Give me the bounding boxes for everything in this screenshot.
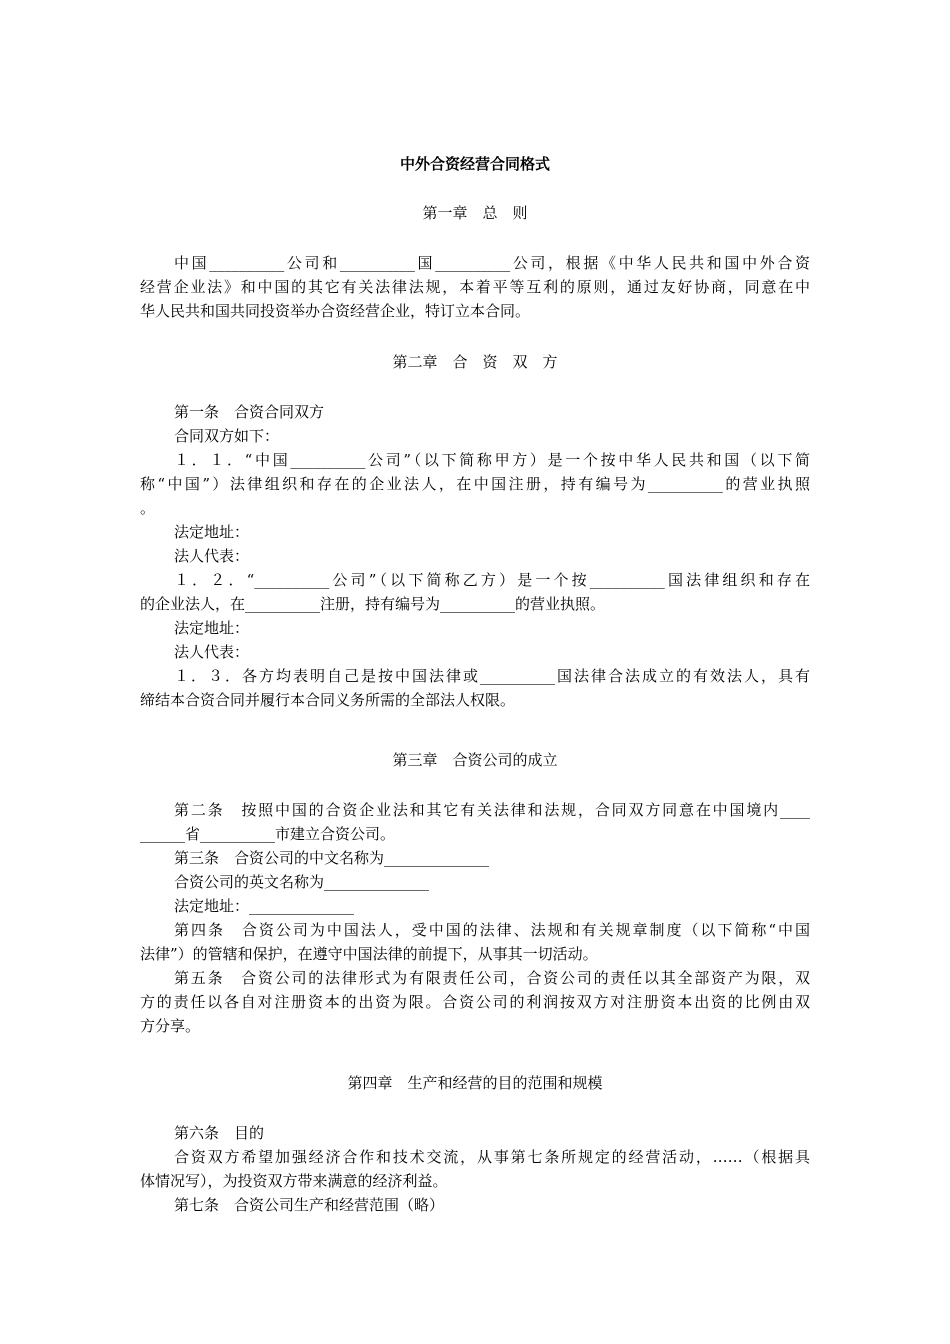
- paragraph-line: 法定地址：______________: [174, 897, 355, 915]
- article-heading: 第七条 合资公司生产和经营范围（略）: [174, 1196, 445, 1214]
- paragraph-line: １．２．“__________公司”（以下简称乙方）是一个按__________国法律组织和存在: [174, 571, 810, 589]
- paragraph-line: 体情况写），为投资双方带来满意的经济利益。: [140, 1172, 448, 1190]
- paragraph-line: 。: [140, 499, 156, 517]
- paragraph-line: 经营企业法》和中国的其它有关法律法规，本着平等互利的原则，通过友好协商，同意在中: [140, 278, 810, 296]
- paragraph-line: 的企业法人，在__________注册，持有编号为__________的营业执照。: [140, 595, 606, 613]
- chapter-1-heading: 第一章 总 则: [422, 204, 528, 222]
- paragraph-line: 第四条 合资公司为中国法人，受中国的法律、法规和有关规章制度（以下简称“中国: [174, 921, 810, 939]
- paragraph-line: 法人代表：: [174, 547, 250, 565]
- paragraph-line: 方分享。: [140, 1017, 201, 1035]
- paragraph-line: 合同双方如下：: [174, 427, 280, 445]
- paragraph-line: 称“中国”）法律组织和存在的企业法人，在中国注册，持有编号为__________的营业执照: [140, 475, 810, 493]
- paragraph-line: 方的责任以各自对注册资本的出资为限。合资公司的利润按双方对注册资本出资的比例由双: [140, 993, 810, 1011]
- paragraph-line: １．１．“中国__________公司”（以下简称甲方）是一个按中华人民共和国（以下简: [174, 451, 810, 469]
- paragraph-line: 法人代表：: [174, 643, 250, 661]
- chapter-3-heading: 第三章 合资公司的成立: [392, 751, 558, 769]
- paragraph-line: 合资公司的英文名称为______________: [174, 873, 430, 891]
- paragraph-line: １．３．各方均表明自己是按中国法律或__________国法律合法成立的有效法人，具有: [174, 667, 810, 685]
- chapter-1-body: [140, 251, 810, 323]
- paragraph-line: 缔结本合资合同并履行本合同义务所需的全部法人权限。: [140, 691, 516, 709]
- paragraph-line: 第三条 合资公司的中文名称为______________: [174, 849, 490, 867]
- chapter-2-body: [140, 400, 810, 712]
- paragraph-line: 法定地址：: [174, 619, 250, 637]
- paragraph-line: 法定地址：: [174, 523, 250, 541]
- paragraph-line: 第五条 合资公司的法律形式为有限责任公司，合资公司的责任以其全部资产为限，双: [174, 969, 810, 987]
- article-heading: 第六条 目的: [174, 1124, 265, 1142]
- article-heading: 第一条 合资合同双方: [174, 403, 325, 421]
- chapter-4-heading: 第四章 生产和经营的目的范围和规模: [347, 1074, 603, 1092]
- chapter-2-heading: 第二章 合 资 双 方: [392, 353, 558, 371]
- paragraph-line: 法律”）的管辖和保护，在遵守中国法律的前提下，从事其一切活动。: [140, 945, 598, 963]
- paragraph-line: 第二条 按照中国的合资企业法和其它有关法律和法规，合同双方同意在中国境内____: [174, 801, 810, 819]
- paragraph-line: 华人民共和国共同投资举办合资经营企业，特订立本合同。: [140, 302, 531, 320]
- paragraph-line: 合资双方希望加强经济合作和技术交流，从事第七条所规定的经营活动，……（根据具: [174, 1148, 810, 1166]
- chapter-3-body: [140, 798, 810, 1038]
- document-title: 中外合资经营合同格式: [399, 155, 550, 173]
- paragraph-line: ______省__________市建立合资公司。: [140, 825, 396, 843]
- chapter-4-body: [140, 1121, 810, 1217]
- paragraph-line: 中国__________公司和__________国__________公司，根据《中华人民共和国中外合资: [174, 254, 810, 272]
